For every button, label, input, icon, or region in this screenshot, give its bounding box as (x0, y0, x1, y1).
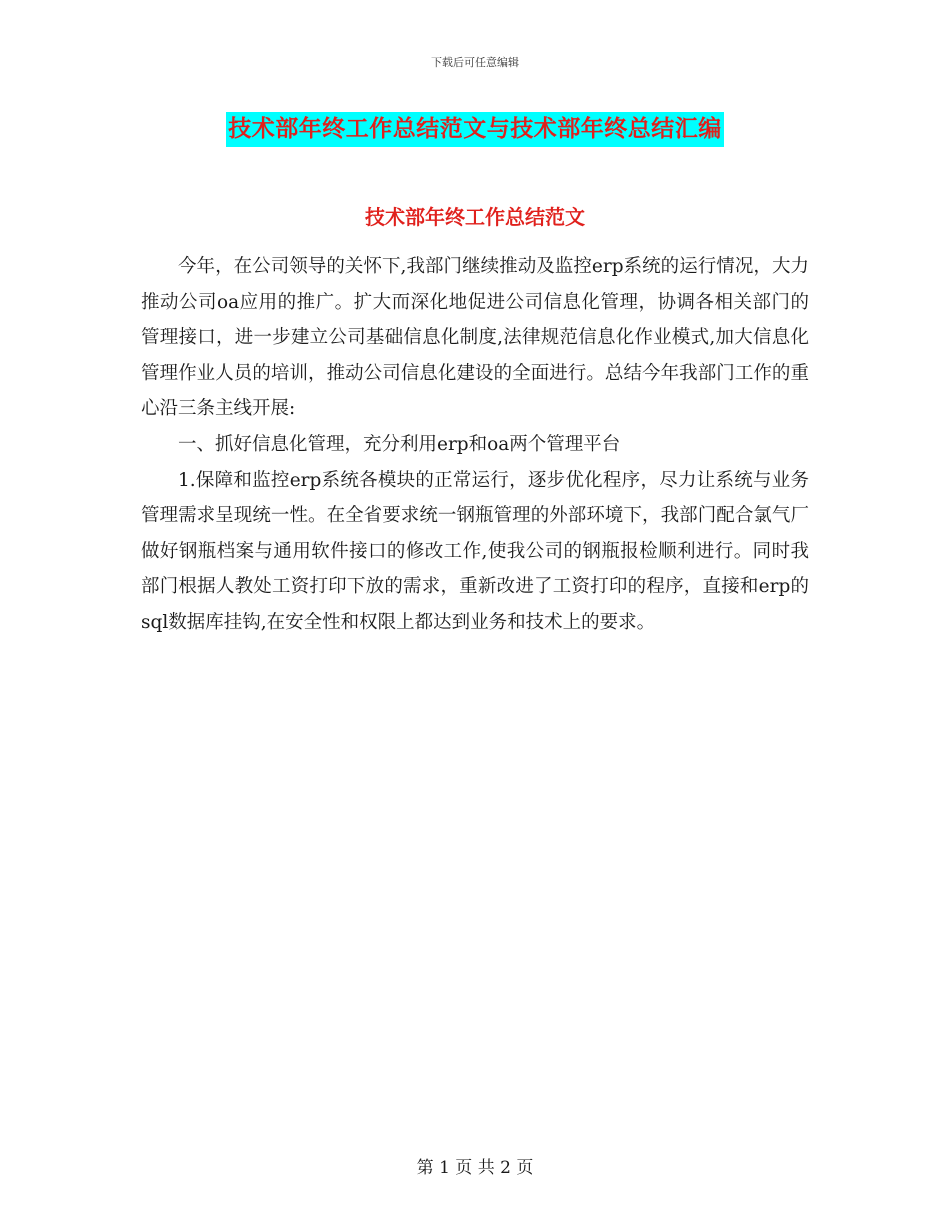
document-title: 技术部年终工作总结范文与技术部年终总结汇编 (226, 112, 724, 147)
page-number: 第 1 页 共 2 页 (416, 1158, 534, 1178)
document-body (141, 249, 809, 641)
paragraph-heading-1: 一、抓好信息化管理，充分利用erp和oa两个管理平台 (178, 433, 621, 455)
section-title: 技术部年终工作总结范文 (365, 205, 585, 229)
paragraph-item-1: 1.保障和监控erp系统各模块的正常运行，逐步优化程序，尽力让系统与业务管理需求呈现统一性。在全省要求统一钢瓶管理的外部环境下，我部门配合氯气厂做好钢瓶档案与通用软件接口的修改工作,使我公司的钢瓶报检顺利进行。同时我部门根据人教处工资打印下放的需求，重新改进了工资打印的程序，直接和erp的sql数据库挂钩,在安全性和权限上都达到业务和技术上的要求。 (141, 469, 809, 633)
page-header-note: 下载后可任意编辑 (431, 56, 519, 69)
paragraph-intro: 今年，在公司领导的关怀下,我部门继续推动及监控erp系统的运行情况，大力推动公司oa应用的推广。扩大而深化地促进公司信息化管理，协调各相关部门的管理接口，进一步建立公司基础信息化制度,法律规范信息化作业模式,加大信息化管理作业人员的培训，推动公司信息化建设的全面进行。总结今年我部门工作的重心沿三条主线开展: (141, 256, 809, 420)
main-title-container (0, 112, 950, 147)
